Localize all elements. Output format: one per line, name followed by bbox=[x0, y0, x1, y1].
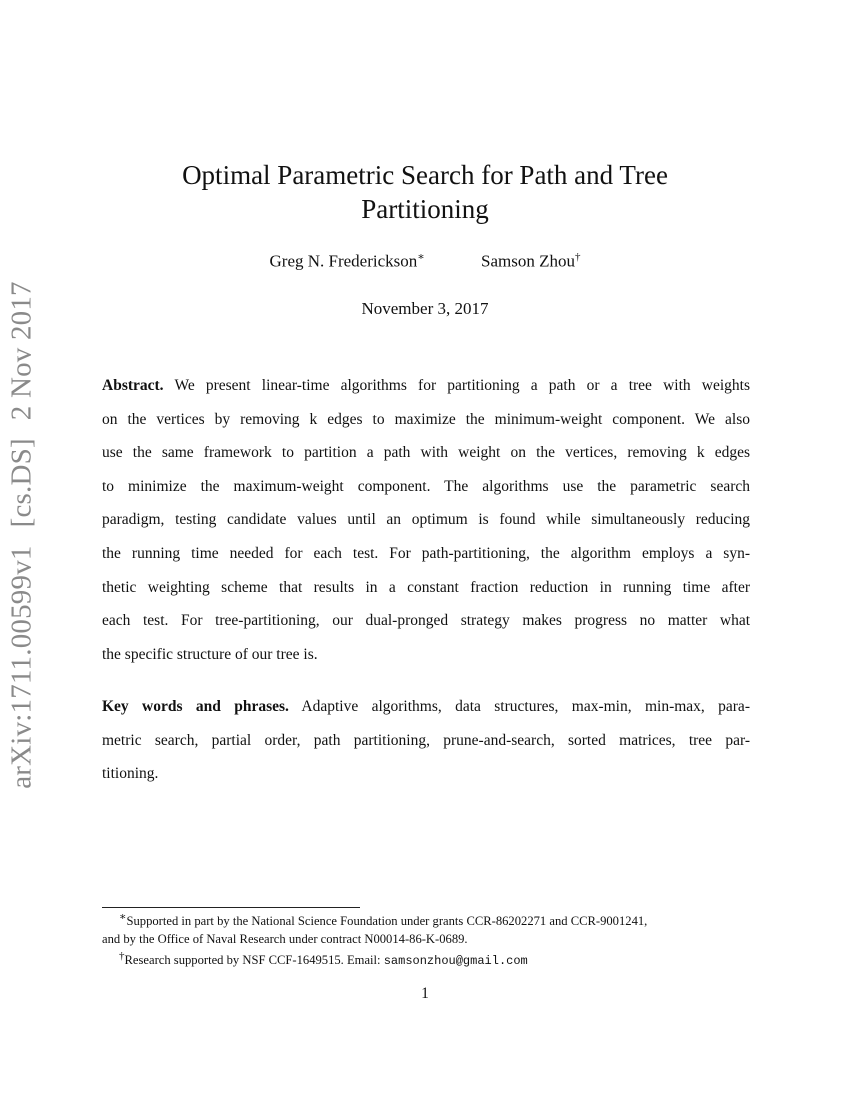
arxiv-stamp bbox=[6, 281, 39, 789]
footnotes bbox=[102, 909, 750, 971]
abstract-line: each test. For tree-partitioning, our dual-pronged strategy makes progress no matter what bbox=[102, 612, 750, 630]
keywords-text: Adaptive algorithms, data structures, max-min, min-max, para- bbox=[301, 698, 750, 715]
author bbox=[270, 250, 425, 272]
footnote-mark: ∗ bbox=[119, 911, 127, 923]
keywords-line bbox=[102, 690, 750, 724]
abstract-text: We present linear-time algorithms for partitioning a path or a tree with weights bbox=[174, 377, 750, 394]
paper-title bbox=[0, 158, 850, 226]
keywords-line: titioning. bbox=[102, 765, 159, 783]
paper-date: November 3, 2017 bbox=[361, 299, 489, 318]
footnote bbox=[102, 909, 750, 931]
keywords-label: Key words and phrases. bbox=[102, 698, 289, 715]
arxiv-id: arXiv:1711.00599v1 bbox=[5, 545, 38, 789]
footnote-mark: † bbox=[119, 950, 125, 963]
arxiv-date: 2 Nov 2017 bbox=[5, 281, 38, 421]
author-name: Greg N. Frederickson bbox=[269, 251, 418, 271]
email-link[interactable]: samsonzhou@gmail.com bbox=[383, 954, 528, 969]
author-mark: † bbox=[574, 251, 581, 263]
footnote-text: Research supported by NSF CCF-1649515. Email: bbox=[124, 953, 384, 968]
footnote-rule bbox=[102, 907, 360, 908]
abstract-line bbox=[102, 369, 750, 403]
abstract-line: the running time needed for each test. For path-partitioning, the algorithm employs a syn- bbox=[102, 544, 750, 562]
authors bbox=[0, 250, 850, 272]
author-mark: ∗ bbox=[417, 251, 425, 263]
footnote bbox=[102, 948, 750, 971]
abstract-line: the specific structure of our tree is. bbox=[102, 645, 318, 663]
keywords bbox=[102, 690, 750, 791]
abstract-line: use the same framework to partition a path with weight on the vertices, removing k edges bbox=[102, 444, 750, 462]
abstract-label: Abstract. bbox=[102, 377, 164, 394]
title-line: Optimal Parametric Search for Path and Tree bbox=[182, 160, 668, 190]
abstract-line: on the vertices by removing k edges to maximize the minimum-weight component. We also bbox=[102, 410, 750, 428]
abstract-line: paradigm, testing candidate values until an optimum is found while simultaneously reducing bbox=[102, 511, 750, 529]
page-number: 1 bbox=[421, 985, 429, 1002]
author bbox=[481, 251, 580, 272]
author-name: Samson Zhou bbox=[481, 251, 575, 271]
abstract-line: thetic weighting scheme that results in a constant fraction reduction in running time after bbox=[102, 578, 750, 596]
footnote-text: Supported in part by the National Science Foundation under grants CCR-86202271 and CCR-9001241, bbox=[126, 914, 648, 929]
footnote-continuation: and by the Office of Naval Research under contract N00014-86-K-0689. bbox=[102, 931, 468, 946]
abstract-line: to minimize the maximum-weight component. The algorithms use the parametric search bbox=[102, 477, 750, 495]
abstract bbox=[102, 369, 750, 671]
arxiv-category: [cs.DS] bbox=[5, 438, 38, 528]
title-line: Partitioning bbox=[361, 194, 489, 224]
keywords-line: metric search, partial order, path partitioning, prune-and-search, sorted matrices, tree par- bbox=[102, 731, 750, 749]
